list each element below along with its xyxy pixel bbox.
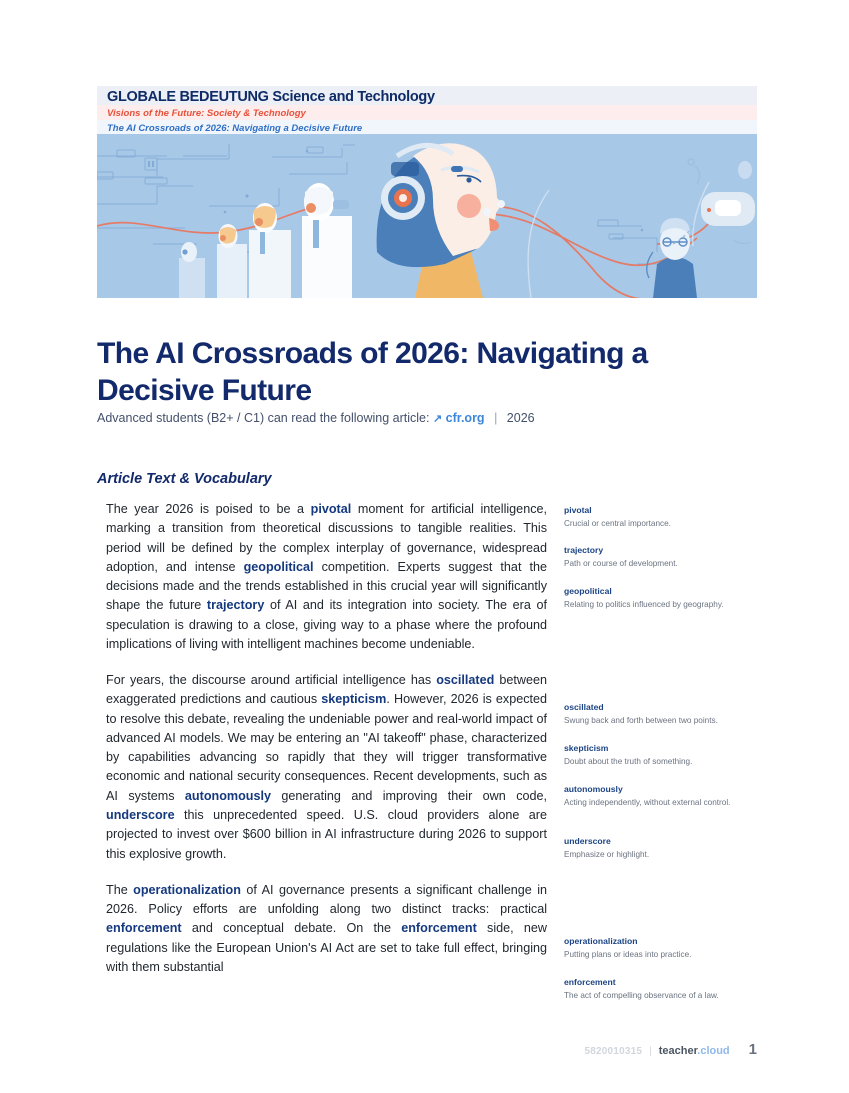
vocabulary-term: underscore (564, 836, 611, 846)
vocabulary-term-inline: trajectory (206, 598, 265, 613)
vocabulary-term-inline: skepticism (321, 692, 387, 707)
vocabulary-definition: The act of compelling observance of a law. (564, 990, 719, 1000)
footer-page-number: 1 (748, 1041, 757, 1058)
footer-brand-secondary: .cloud (697, 1045, 730, 1057)
byline-separator: | (494, 411, 498, 425)
page-footer (97, 1041, 757, 1061)
worksheet-header (97, 86, 757, 135)
vocabulary-term-inline: autonomously (184, 788, 271, 803)
vocabulary-entry (564, 977, 760, 1001)
vocabulary-term: enforcement (564, 977, 616, 987)
byline (97, 411, 535, 425)
vocabulary-term-inline: oscillated (436, 673, 495, 688)
external-link-icon: ↗ (432, 413, 443, 425)
vocabulary-term: skepticism (564, 743, 609, 753)
vocabulary-term-inline: pivotal (310, 502, 352, 516)
article-paragraph: The year 2026 is poised to be a pivotal moment for artificial intelligence, marking a transition from theoretical discussions to tangible realities. This period will be defined by the complex interplay of governance, widespread adoption, and intense geopolitical competition. Experts suggest that the decisions made and the trends established in this crucial year will significantly shape the future trajectory of AI and its integration into society. The era of speculation is drawing to a close, giving way to a phase where the profound implications of living with intelligent machines become undeniable. (106, 502, 547, 651)
source-link[interactable]: cfr.org (445, 411, 485, 425)
vocabulary-term-inline: enforcement (106, 921, 182, 936)
vocabulary-definition: Putting plans or ideas into practice. (564, 949, 692, 959)
hero-illustration (97, 134, 757, 298)
vocabulary-term: pivotal (564, 505, 592, 515)
vocabulary-definition: Acting independently, without external control. (564, 797, 731, 807)
vocabulary-definition: Relating to politics influenced by geography. (564, 599, 724, 609)
vocabulary-term: oscillated (564, 702, 604, 712)
vocabulary-entry (564, 836, 760, 860)
vocabulary-definition: Swung back and forth between two points. (564, 715, 718, 725)
vocabulary-definition: Emphasize or highlight. (564, 849, 650, 859)
footer-brand-primary: teacher (658, 1045, 698, 1057)
vocabulary-term-inline: operationalization (133, 882, 241, 897)
vocabulary-entry (564, 702, 760, 726)
vocabulary-term-inline: enforcement (401, 921, 477, 936)
vocabulary-entry (564, 743, 760, 767)
vocabulary-definition: Path or course of development. (564, 558, 678, 568)
vocabulary-term-inline: geopolitical (243, 559, 314, 574)
vocabulary-definition: Doubt about the truth of something. (564, 756, 693, 766)
footer-document-code: 5820010315 (584, 1046, 643, 1057)
vocabulary-entry (564, 936, 760, 960)
footer-divider: | (649, 1046, 652, 1057)
vocabulary-entry (564, 784, 760, 808)
byline-year: 2026 (506, 411, 535, 425)
vocabulary-term: trajectory (564, 545, 604, 555)
header-lesson-title: The AI Crossroads of 2026: Navigating a Decisive Future (97, 120, 757, 135)
section-heading: Article Text & Vocabulary (97, 471, 272, 487)
vocabulary-entry (564, 586, 760, 610)
article-body-column (106, 500, 547, 994)
vocabulary-term: operationalization (564, 936, 638, 946)
header-series-title: Visions of the Future: Society & Technology (97, 105, 757, 120)
article-paragraph: For years, the discourse around artificial intelligence has oscillated between exaggerated predictions and cautious skepticism. However, 2026 is expected to resolve this debate, revealing the undeniable power and real-world impact of advanced AI models. We may be entering an "AI takeoff" phase, characterized by capabilities advancing so rapidly that they will trigger transformative economic and national security consequences. Recent developments, such as AI systems autonomously generating and improving their own code, underscore this unprecedented speed. U.S. cloud providers alone are projected to invest over $600 billion in AI infrastructure during 2026 to support this explosive growth. (106, 673, 548, 861)
byline-prefix: Advanced students (B2+ / C1) can read the following article: (97, 411, 430, 425)
vocabulary-term-inline: underscore (106, 807, 175, 822)
vocabulary-term: geopolitical (564, 586, 612, 596)
header-kicker: GLOBALE BEDEUTUNG Science and Technology (97, 86, 757, 105)
page-title: The AI Crossroads of 2026: Navigating a Decisive Future (97, 337, 648, 407)
vocabulary-definition: Crucial or central importance. (564, 518, 671, 528)
article-paragraph: The operationalization of AI governance presents a significant challenge in 2026. Policy efforts are unfolding along two distinct tracks: practical enforcement and conceptual debate. On the enforcement side, new regulations like the European Union's AI Act are set to take full effect, bringing with them substantial (106, 882, 548, 974)
vocabulary-term: autonomously (564, 784, 623, 794)
vocabulary-entry (564, 545, 760, 569)
vocabulary-entry (564, 505, 760, 529)
footer-brand (659, 1045, 730, 1057)
hero-illustration-graphic (97, 134, 757, 298)
